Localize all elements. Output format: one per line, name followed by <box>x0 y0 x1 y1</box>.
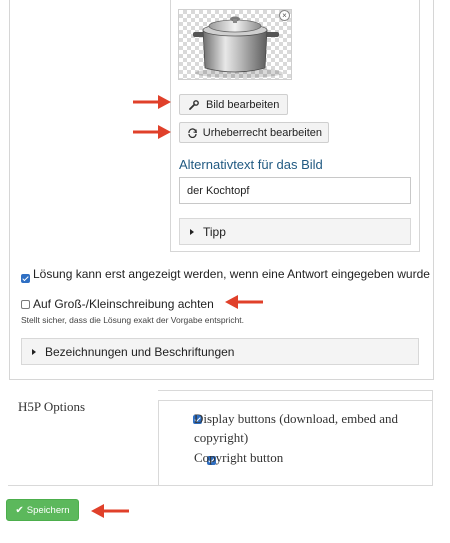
copyright-button-label: Copyright button <box>194 450 284 465</box>
annotation-arrow-icon <box>132 94 172 110</box>
copyright-refresh-icon <box>186 128 199 138</box>
tip-collapsible[interactable] <box>179 218 411 245</box>
caret-right-icon <box>190 229 194 235</box>
edit-image-button[interactable] <box>179 94 288 115</box>
annotation-arrow-icon <box>132 124 172 140</box>
tip-label: Tipp <box>203 224 226 239</box>
alt-text-label: Alternativtext für das Bild <box>179 157 323 172</box>
remove-image-icon[interactable]: × <box>279 10 290 21</box>
edit-copyright-button[interactable] <box>179 122 329 143</box>
edit-copyright-label: Urheberrecht bearbeiten <box>202 126 322 139</box>
case-sensitive-label: Auf Groß-/Kleinschreibung achten <box>33 297 214 311</box>
annotation-arrow-icon <box>224 294 264 310</box>
labels-collapsible[interactable] <box>21 338 419 365</box>
edit-image-label: Bild bearbeiten <box>206 98 280 111</box>
show-solution-label: Lösung kann erst angezeigt werden, wenn eine Antwort eingegeben wurde <box>33 267 430 281</box>
case-sensitive-checkbox[interactable] <box>21 300 30 309</box>
alt-text-value: der Kochtopf <box>187 184 250 197</box>
display-buttons-label-line1: Display buttons (download, embed and <box>194 411 398 426</box>
wrench-icon <box>186 100 202 110</box>
display-buttons-label <box>194 409 398 447</box>
caret-right-icon <box>32 349 36 355</box>
image-thumbnail[interactable] <box>178 9 292 80</box>
h5p-options-title: H5P Options <box>18 399 86 414</box>
save-label: Speichern <box>26 504 70 516</box>
cooking-pot-image <box>179 10 293 81</box>
annotation-arrow-icon <box>90 503 130 519</box>
show-solution-checkbox[interactable] <box>21 274 30 283</box>
display-buttons-label-line2: copyright) <box>194 430 249 445</box>
case-sensitive-hint: Stellt sicher, dass die Lösung exakt der Vorgabe entspricht. <box>21 315 245 325</box>
save-button[interactable] <box>6 499 79 521</box>
check-icon: ✔ <box>15 504 24 516</box>
alt-text-input[interactable] <box>179 177 411 204</box>
labels-section-label: Bezeichnungen und Beschriftungen <box>45 344 235 359</box>
